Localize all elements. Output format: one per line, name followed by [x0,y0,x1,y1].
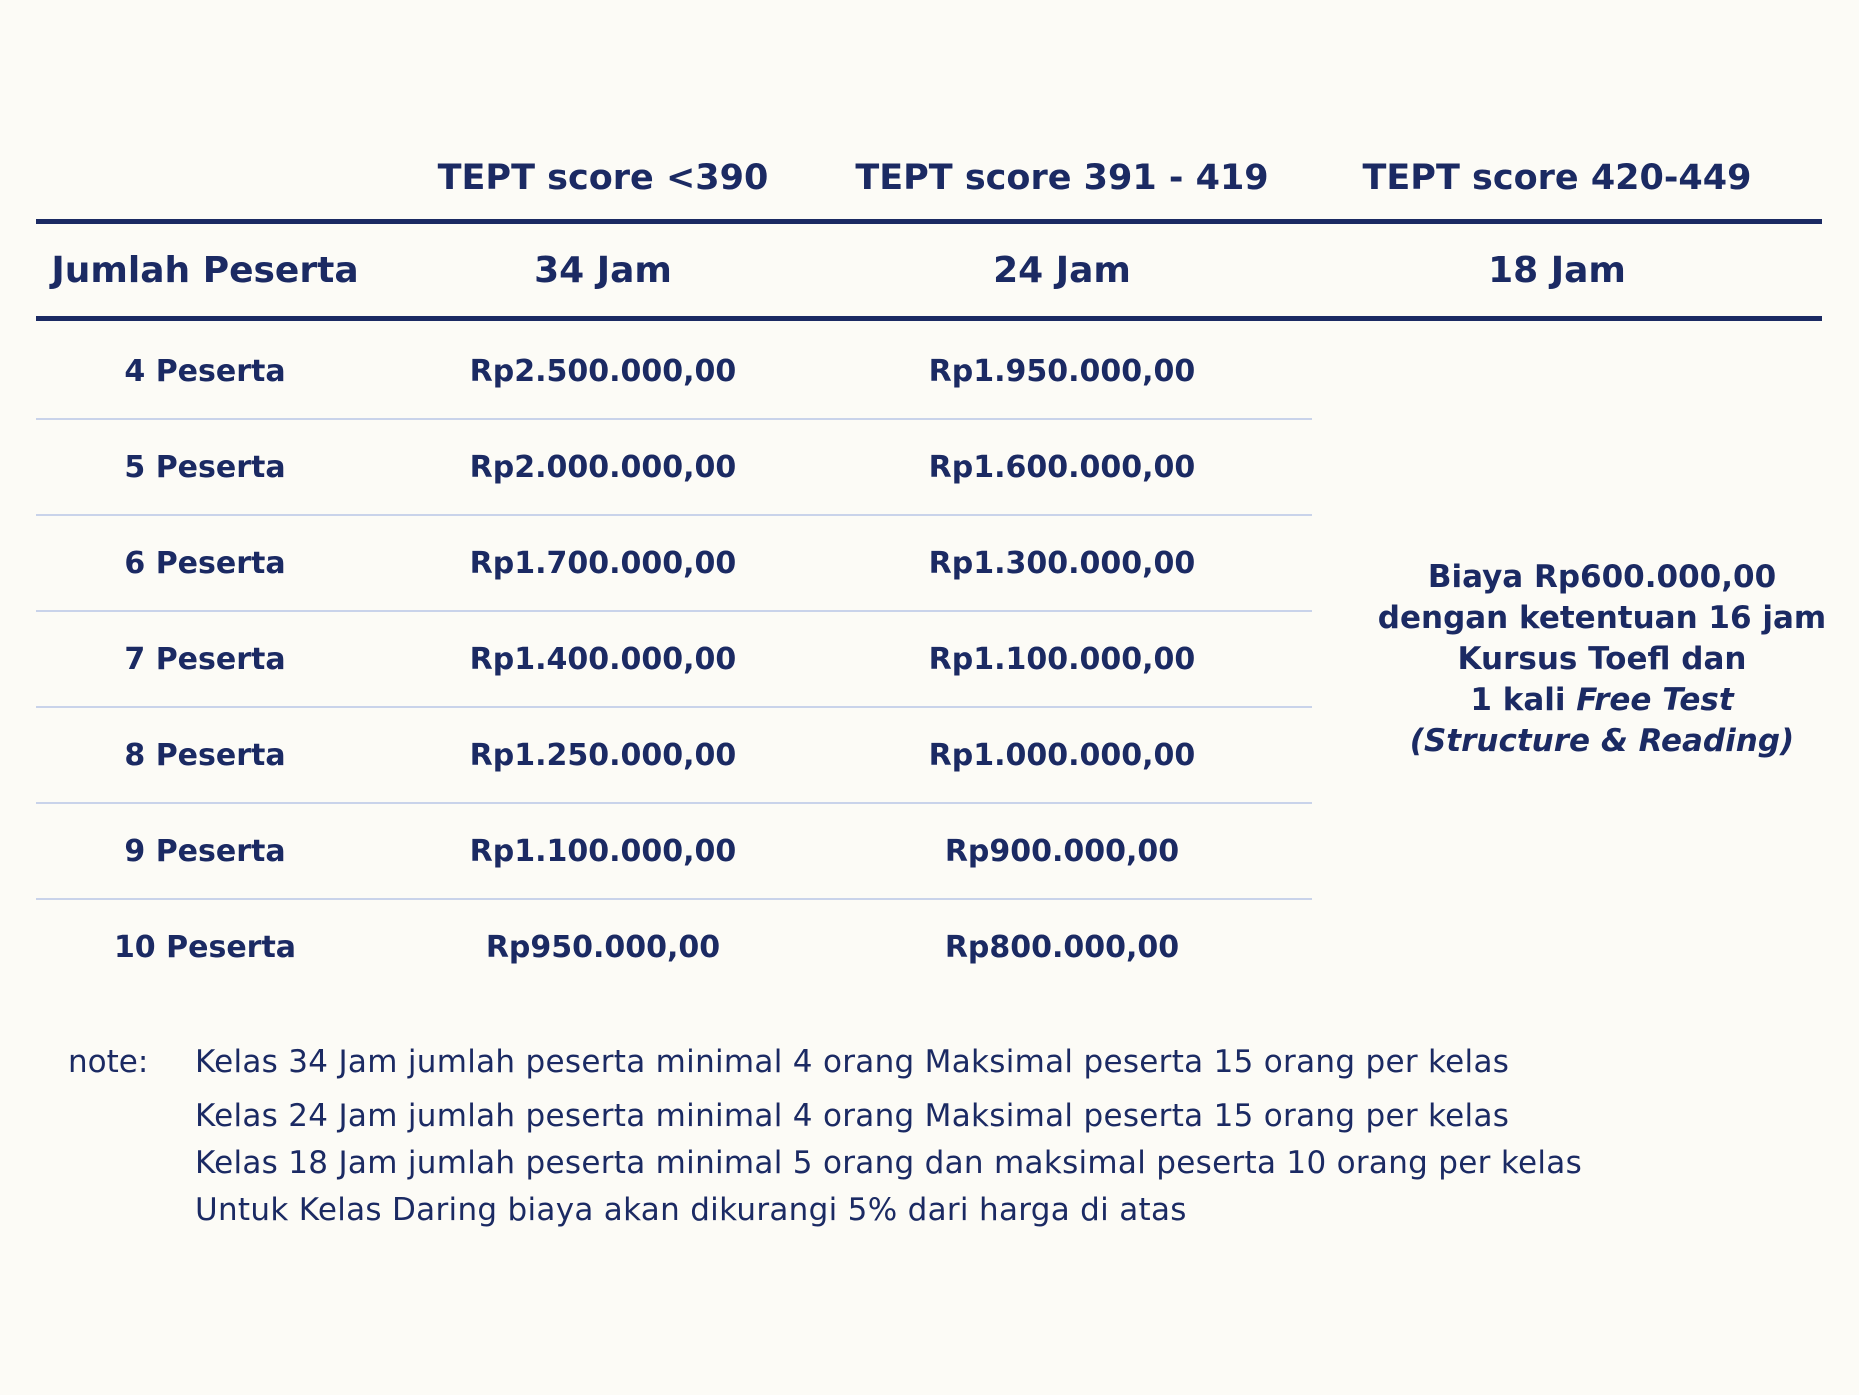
package-18-line: Biaya Rp600.000,00 [1427,558,1777,595]
participants-cell: 7 Peserta [124,641,286,677]
hours-18: 18 Jam [1488,249,1626,291]
row-divider [36,418,1312,420]
participants-cell: 9 Peserta [124,833,286,869]
table-body [36,323,1827,995]
participants-column-label: Jumlah Peserta [51,249,359,291]
price-34-cell: Rp1.100.000,00 [469,833,737,869]
price-34-cell: Rp2.000.000,00 [469,449,737,485]
participants-cell: 5 Peserta [124,449,286,485]
package-18-line: dengan ketentuan 16 jam [1377,599,1827,636]
row-divider [36,706,1312,708]
package-18-description [1312,323,1859,995]
price-24-cell: Rp1.300.000,00 [928,545,1196,581]
package-18-line-prefix: 1 kali [1470,681,1577,718]
price-24-cell: Rp1.000.000,00 [928,737,1196,773]
price-24-cell: Rp900.000,00 [944,833,1180,869]
row-divider [36,514,1312,516]
note-line: Kelas 24 Jam jumlah peserta minimal 4 orang Maksimal peserta 15 orang per kelas [195,1098,1510,1134]
price-34-cell: Rp2.500.000,00 [469,353,737,389]
package-18-line: (Structure & Reading) [1409,722,1795,759]
hours-24: 24 Jam [993,249,1131,291]
header-score-391-419: TEPT score 391 - 419 [855,158,1269,198]
row-divider [36,610,1312,612]
price-34-cell: Rp1.400.000,00 [469,641,737,677]
table-header-row [36,120,1822,222]
table-subheader-row [36,222,1822,318]
row-divider [36,898,1312,900]
header-corner [36,120,374,222]
participants-cell: 10 Peserta [113,929,297,965]
price-24-cell: Rp1.950.000,00 [928,353,1196,389]
note-line: Kelas 18 Jam jumlah peserta minimal 5 orang dan maksimal peserta 10 orang per kelas [195,1145,1583,1181]
free-test-italic: Free Test [1576,681,1734,718]
price-34-cell: Rp950.000,00 [485,929,721,965]
participants-cell: 6 Peserta [124,545,286,581]
price-34-cell: Rp1.700.000,00 [469,545,737,581]
notes-label: note: [68,1044,149,1080]
header-score-below-390: TEPT score <390 [437,158,769,198]
participants-cell: 8 Peserta [124,737,286,773]
header-score-420-449: TEPT score 420-449 [1362,158,1752,198]
price-24-cell: Rp800.000,00 [944,929,1180,965]
price-table [36,120,1827,995]
hours-34: 34 Jam [534,249,672,291]
note-line: Untuk Kelas Daring biaya akan dikurangi 5% dari harga di atas [195,1192,1187,1228]
price-24-cell: Rp1.600.000,00 [928,449,1196,485]
price-34-cell: Rp1.250.000,00 [469,737,737,773]
subheader-divider [36,316,1822,321]
package-18-line: Kursus Toefl dan [1457,640,1747,677]
price-24-cell: Rp1.100.000,00 [928,641,1196,677]
note-line: Kelas 34 Jam jumlah peserta minimal 4 orang Maksimal peserta 15 orang per kelas [195,1044,1510,1080]
package-18-line [1470,680,1733,721]
row-divider [36,802,1312,804]
participants-cell: 4 Peserta [124,353,286,389]
